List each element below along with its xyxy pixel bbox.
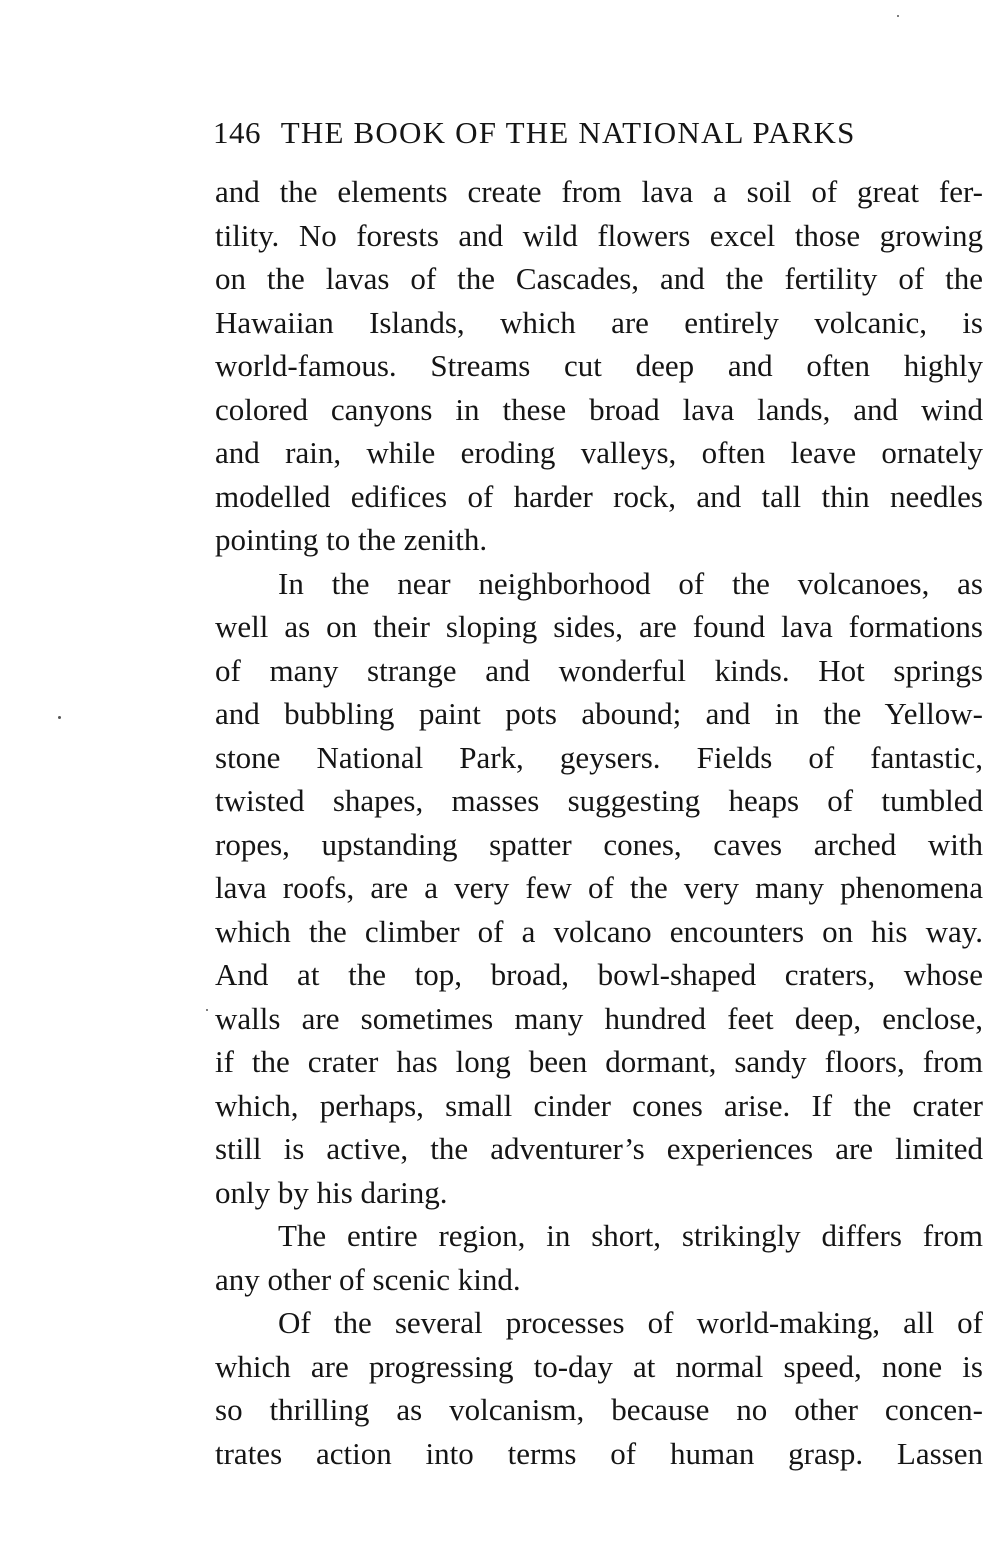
text-line: if the crater has long been dormant, sandy floors, from [215, 1044, 983, 1079]
text-line: twisted shapes, masses suggesting heaps of tumbled [215, 783, 983, 818]
book-title: THE BOOK OF THE NATIONAL PARKS [280, 115, 856, 150]
running-head [213, 112, 983, 154]
scan-speck [897, 15, 899, 17]
text-line: of many strange and wonderful kinds. Hot springs [215, 652, 983, 688]
text-line: modelled edifices of harder rock, and tall thin needles [215, 478, 983, 514]
text-line: so thrilling as volcanism, because no other concen- [215, 1392, 983, 1427]
text-line: colored canyons in these broad lava lands, and wind [215, 391, 983, 427]
text-line: on the lavas of the Cascades, and the fertility of the [215, 261, 983, 296]
text-line: which, perhaps, small cinder cones arise. If the crater [215, 1087, 983, 1123]
paragraph-first-line: The entire region, in short, strikingly differs from [278, 1218, 983, 1253]
text-line: stone National Park, geysers. Fields of fantastic, [215, 739, 983, 775]
body-text [215, 170, 983, 1475]
text-line: only by his daring. [215, 1174, 448, 1210]
text-line: which the climber of a volcano encounters on his way. [215, 913, 983, 949]
text-line: tility. No forests and wild flowers excel those growing [215, 217, 983, 253]
text-line: well as on their sloping sides, are found lava formations [215, 609, 983, 644]
text-line: walls are sometimes many hundred feet deep, enclose, [215, 1000, 983, 1036]
text-line: pointing to the zenith. [215, 522, 488, 557]
page-number: 146 [213, 115, 261, 150]
paragraph-first-line: Of the several processes of world-making, all of [278, 1305, 983, 1340]
text-line: any other of scenic kind. [215, 1261, 521, 1297]
text-line: lava roofs, are a very few of the very many phenomena [215, 870, 983, 905]
text-line: and rain, while eroding valleys, often leave ornately [215, 435, 983, 470]
text-line: And at the top, broad, bowl-shaped craters, whose [215, 957, 983, 992]
paragraph-first-line: In the near neighborhood of the volcanoes, as [278, 565, 983, 601]
scan-speck [206, 1009, 208, 1011]
text-line: ropes, upstanding spatter cones, caves arched with [215, 826, 983, 862]
text-line: and bubbling paint pots abound; and in the Yellow- [215, 696, 983, 731]
text-line: trates action into terms of human grasp. Lassen [215, 1435, 983, 1471]
text-line: Hawaiian Islands, which are entirely volcanic, is [215, 304, 983, 340]
text-line: and the elements create from lava a soil of great fer- [215, 174, 983, 209]
text-line: world-famous. Streams cut deep and often highly [215, 348, 983, 383]
scan-speck [58, 716, 61, 719]
text-line: still is active, the adventurer’s experiences are limited [215, 1131, 983, 1166]
text-line: which are progressing to-day at normal speed, none is [215, 1348, 983, 1384]
